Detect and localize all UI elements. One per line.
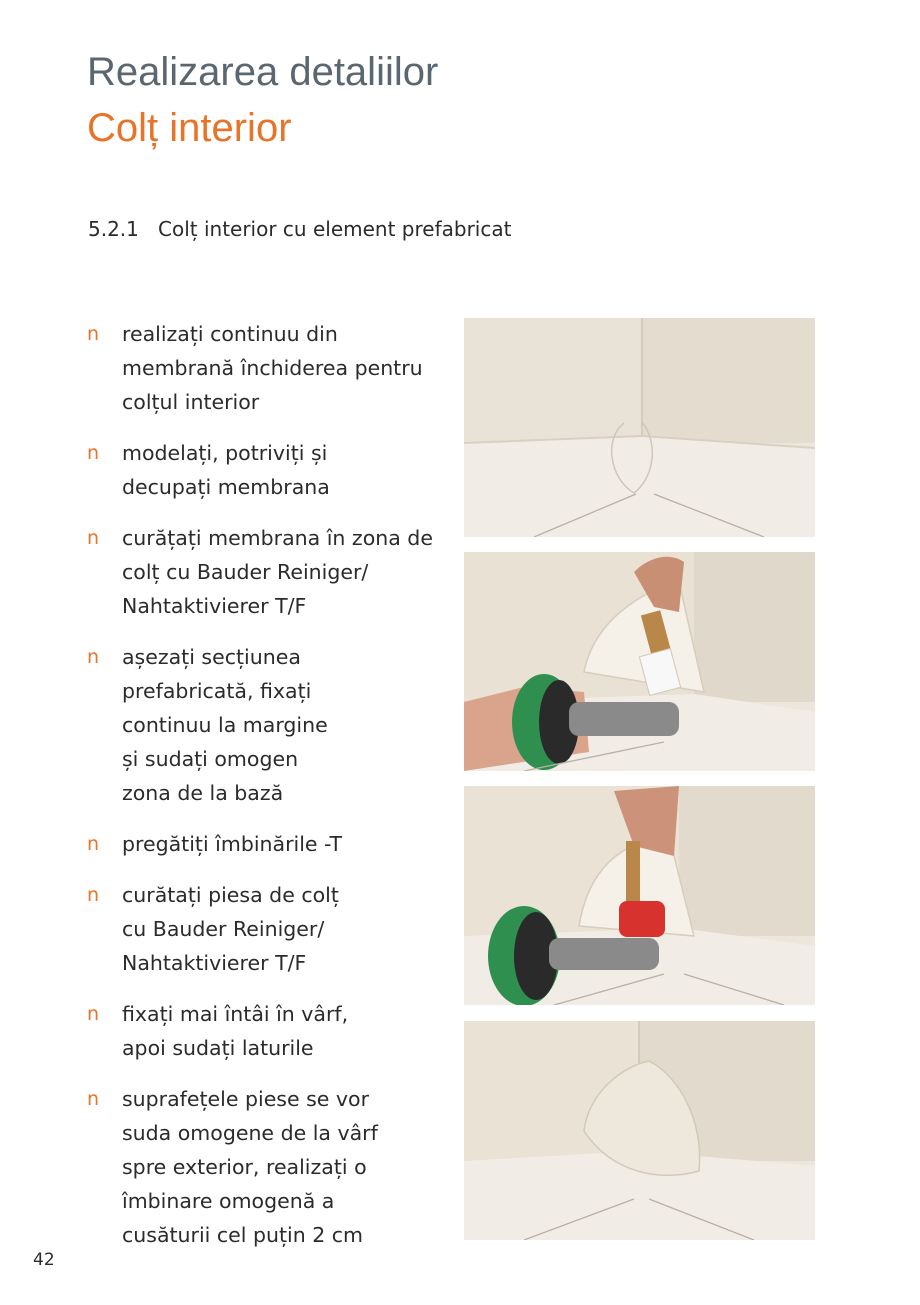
instruction-line: continuu la margine <box>122 713 328 737</box>
instruction-line: fixați mai întâi în vârf, <box>122 1002 349 1026</box>
instruction-item <box>87 1082 437 1252</box>
roller-photo-illustration <box>464 786 815 1005</box>
bullet-marker: n <box>87 833 100 855</box>
photo-welding-with-roller <box>464 786 815 1005</box>
bullet-marker: n <box>87 323 100 345</box>
section-number: 5.2.1 <box>88 217 139 241</box>
instruction-item <box>87 521 437 623</box>
instruction-line: decupați membrana <box>122 475 330 499</box>
instruction-line: apoi sudați laturile <box>122 1036 314 1060</box>
instruction-line: Nahtaktivierer T/F <box>122 594 307 618</box>
instruction-line: pregătiți îmbinările -T <box>122 832 343 856</box>
instruction-line: suprafețele piese se vor <box>122 1087 370 1111</box>
page-subtitle: Colț interior <box>87 106 292 150</box>
bullet-marker: n <box>87 442 100 464</box>
instruction-line: colțul interior <box>122 390 260 414</box>
finished-corner-illustration <box>464 1021 815 1240</box>
instruction-line: și sudați omogen <box>122 747 299 771</box>
photo-cleaning-with-brush <box>464 552 815 771</box>
instruction-line: prefabricată, fixați <box>122 679 312 703</box>
instruction-line: curățați membrana în zona de <box>122 526 433 550</box>
instruction-item <box>87 827 437 861</box>
instruction-line: colț cu Bauder Reiniger/ <box>122 560 369 584</box>
bullet-marker: n <box>87 1003 100 1025</box>
page-title: Realizarea detaliilor <box>87 50 439 94</box>
instruction-line: Nahtaktivierer T/F <box>122 951 307 975</box>
bullet-marker: n <box>87 646 100 668</box>
brush-photo-illustration <box>464 552 815 771</box>
photo-membrane-corner-closure <box>464 318 815 537</box>
corner-photo-illustration <box>464 318 815 537</box>
instruction-item <box>87 997 437 1065</box>
instruction-line: spre exterior, realizați o <box>122 1155 367 1179</box>
instruction-item <box>87 317 437 419</box>
bullet-marker: n <box>87 1088 100 1110</box>
instruction-line: realizați continuu din <box>122 322 338 346</box>
instruction-line: îmbinare omogenă a <box>122 1189 335 1213</box>
instruction-line: cu Bauder Reiniger/ <box>122 917 325 941</box>
bullet-marker: n <box>87 527 100 549</box>
instruction-line: așezați secțiunea <box>122 645 301 669</box>
instruction-item <box>87 640 437 810</box>
instruction-item <box>87 878 437 980</box>
photo-finished-corner <box>464 1021 815 1240</box>
instruction-line: membrană închiderea pentru <box>122 356 423 380</box>
instruction-list <box>87 317 437 1269</box>
section-heading <box>88 216 511 242</box>
page-number: 42 <box>33 1250 55 1270</box>
section-title: Colț interior cu element prefabricat <box>158 217 512 241</box>
instruction-item <box>87 436 437 504</box>
instruction-line: modelați, potriviți și <box>122 441 328 465</box>
instruction-line: curătați piesa de colț <box>122 883 339 907</box>
instruction-line: cusăturii cel puțin 2 cm <box>122 1223 364 1247</box>
instruction-line: zona de la bază <box>122 781 284 805</box>
instruction-line: suda omogene de la vârf <box>122 1121 378 1145</box>
bullet-marker: n <box>87 884 100 906</box>
